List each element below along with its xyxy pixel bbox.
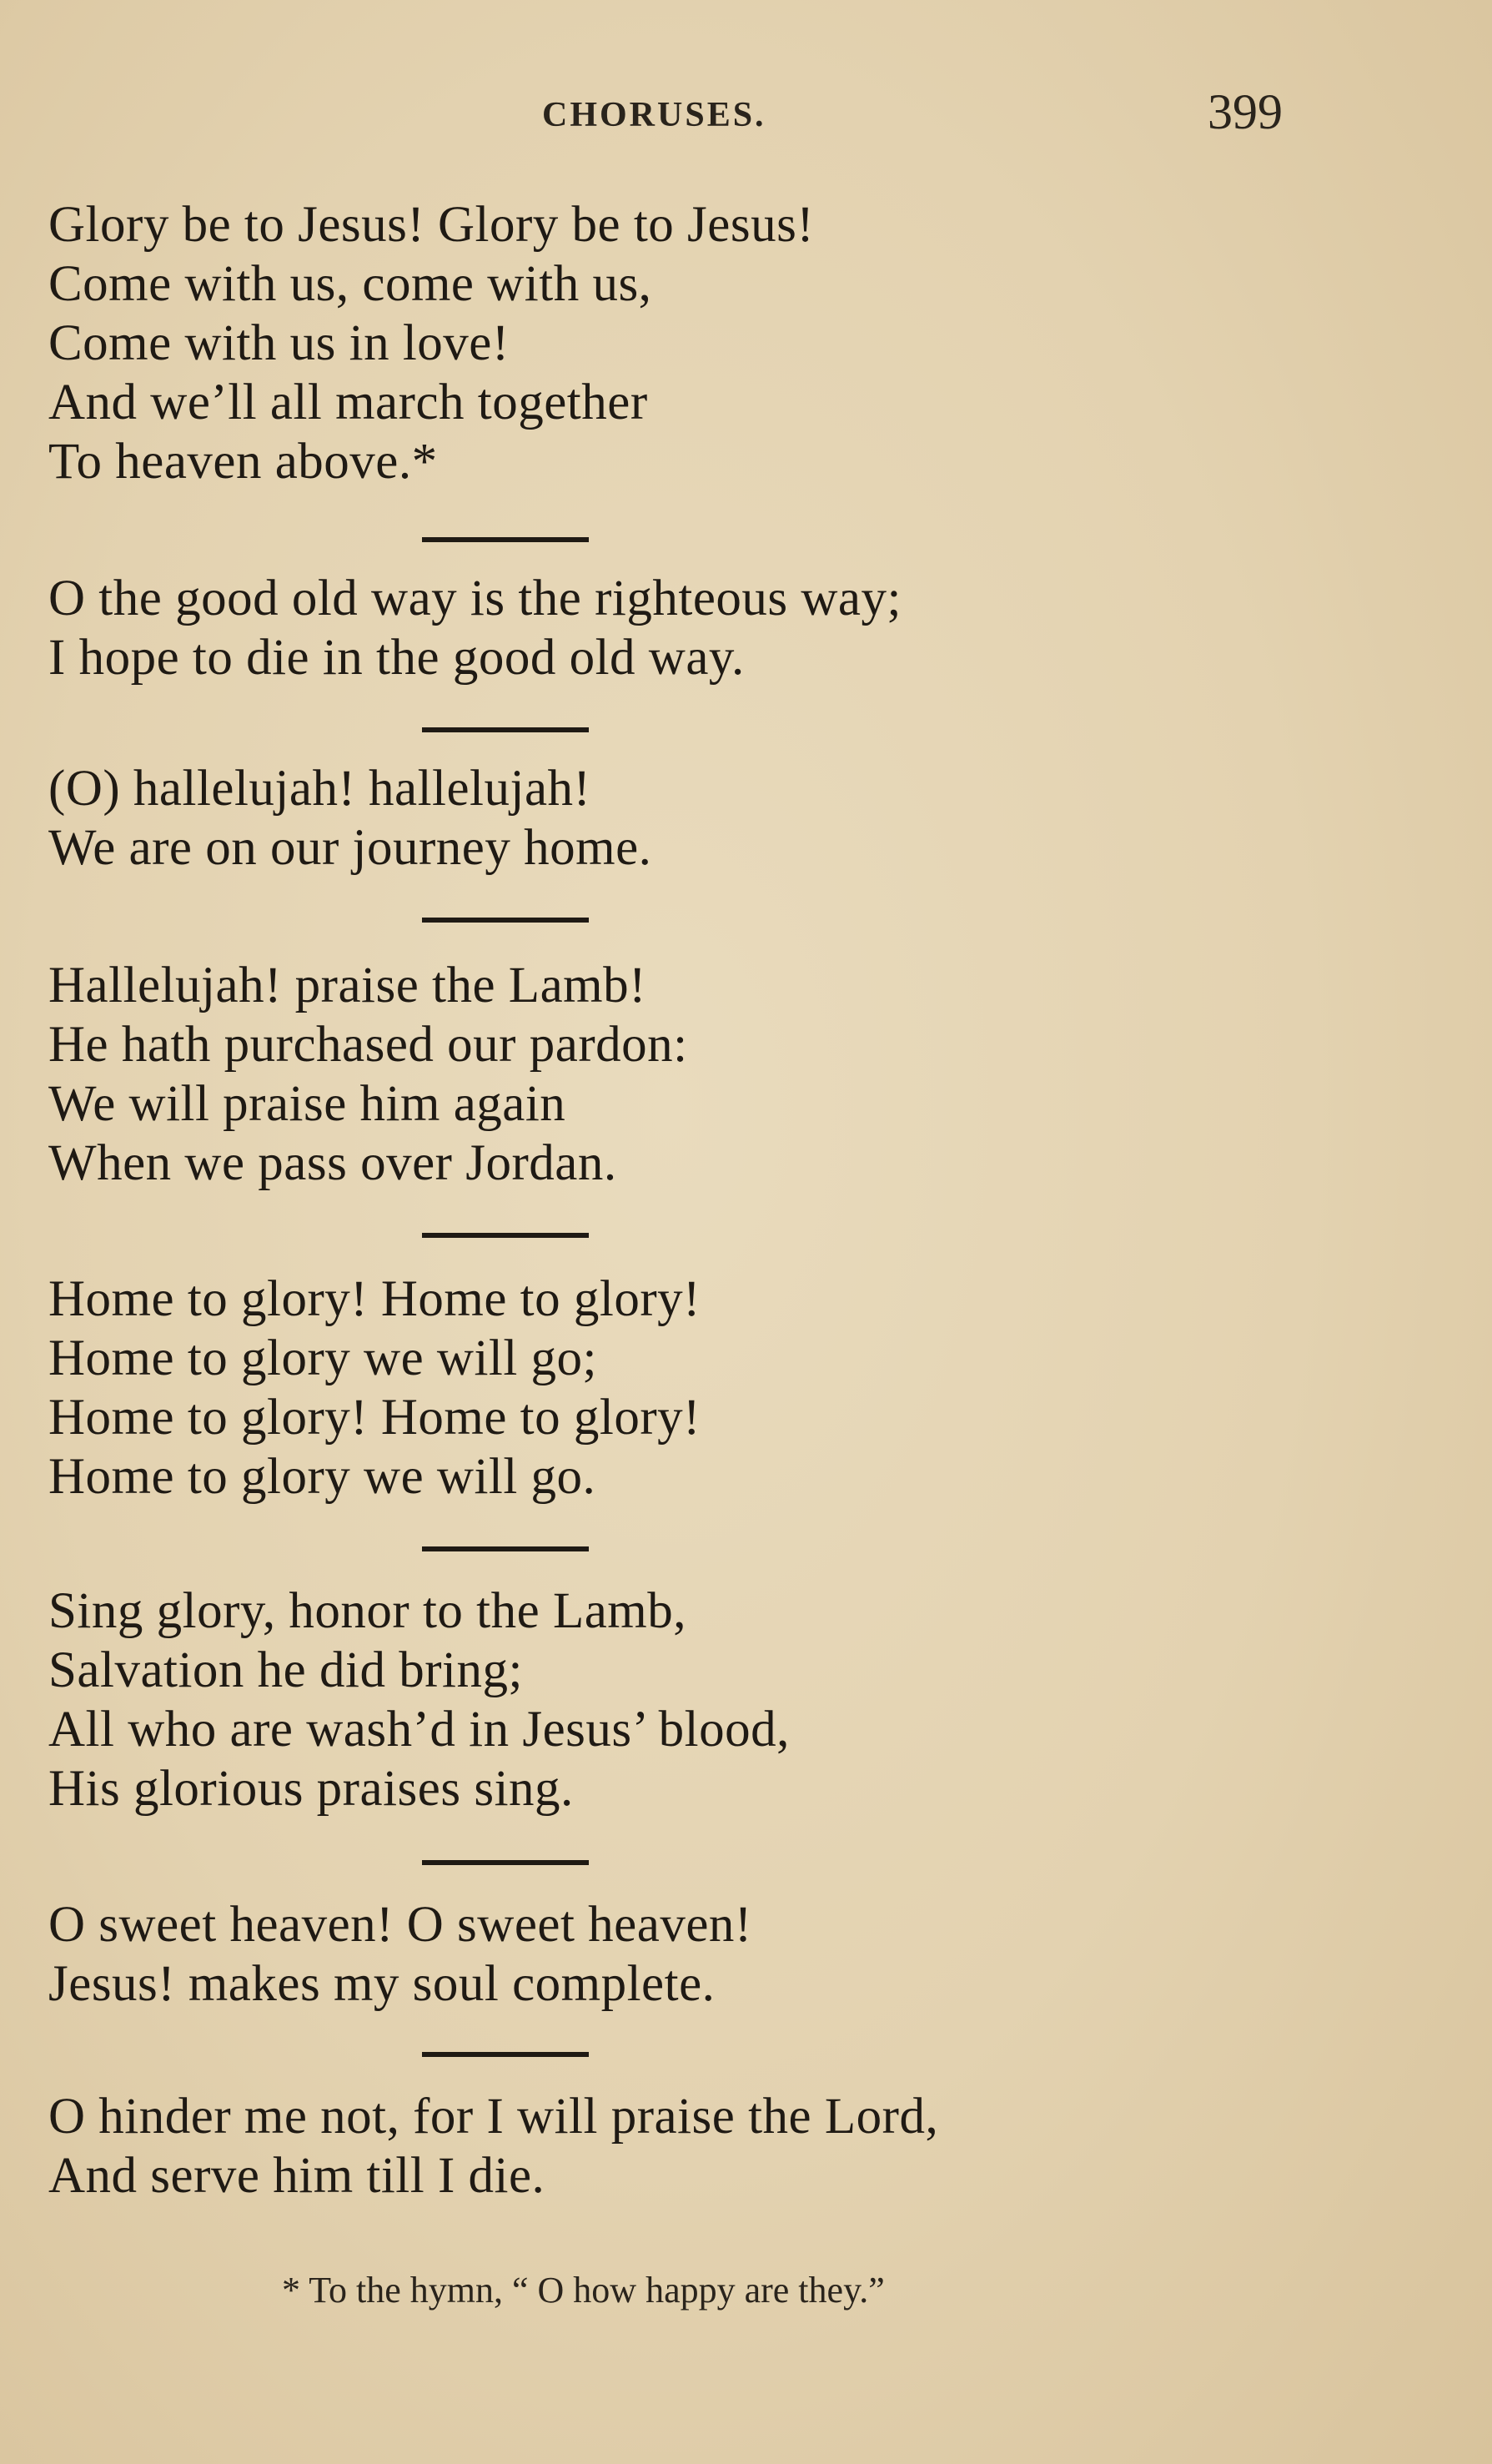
chorus-line: I hope to die in the good old way. [48,630,745,686]
section-divider [422,918,589,923]
chorus-line: All who are wash’d in Jesus’ blood, [48,1702,790,1757]
chorus-1 [48,195,1216,491]
section-divider [422,727,589,732]
section-divider [422,1860,589,1865]
chorus-line: His glorious praises sing. [48,1761,574,1817]
chorus-line: Home to glory we will go. [48,1449,596,1505]
chorus-line: Glory be to Jesus! Glory be to Jesus! [48,197,815,253]
chorus-2 [48,569,1216,687]
chorus-line: He hath purchased our pardon: [48,1017,688,1073]
chorus-line: Home to glory! Home to glory! [48,1271,701,1327]
chorus-line: O hinder me not, for I will praise the Lord, [48,2089,939,2145]
chorus-8 [48,2087,1216,2205]
chorus-line: And we’ll all march together [48,375,648,430]
chorus-line: Come with us in love! [48,315,510,371]
page-number: 399 [1208,84,1283,139]
chorus-line: (O) hallelujah! hallelujah! [48,761,591,817]
section-divider [422,1233,589,1238]
chorus-line: Sing glory, honor to the Lamb, [48,1583,686,1639]
chorus-3 [48,759,1216,877]
running-head: CHORUSES. [542,96,766,134]
chorus-5 [48,1270,1216,1506]
chorus-7 [48,1895,1216,2014]
chorus-line: And serve him till I die. [48,2148,545,2204]
chorus-line: O sweet heaven! O sweet heaven! [48,1897,752,1953]
chorus-line: We will praise him again [48,1076,566,1132]
chorus-line: When we pass over Jordan. [48,1135,617,1191]
chorus-line: Salvation he did bring; [48,1642,523,1698]
chorus-line: To heaven above.* [48,434,438,490]
chorus-4 [48,956,1216,1193]
chorus-line: O the good old way is the righteous way; [48,571,902,626]
section-divider [422,537,589,542]
chorus-6 [48,1581,1216,1818]
chorus-line: We are on our journey home. [48,820,652,876]
chorus-line: Home to glory we will go; [48,1330,598,1386]
page-header [0,83,1492,150]
footnote: * To the hymn, “ O how happy are they.” [282,2270,885,2311]
chorus-line: Jesus! makes my soul complete. [48,1956,716,2012]
chorus-line: Come with us, come with us, [48,256,652,312]
section-divider [422,2052,589,2057]
chorus-line: Home to glory! Home to glory! [48,1390,701,1446]
chorus-line: Hallelujah! praise the Lamb! [48,958,646,1013]
section-divider [422,1546,589,1551]
